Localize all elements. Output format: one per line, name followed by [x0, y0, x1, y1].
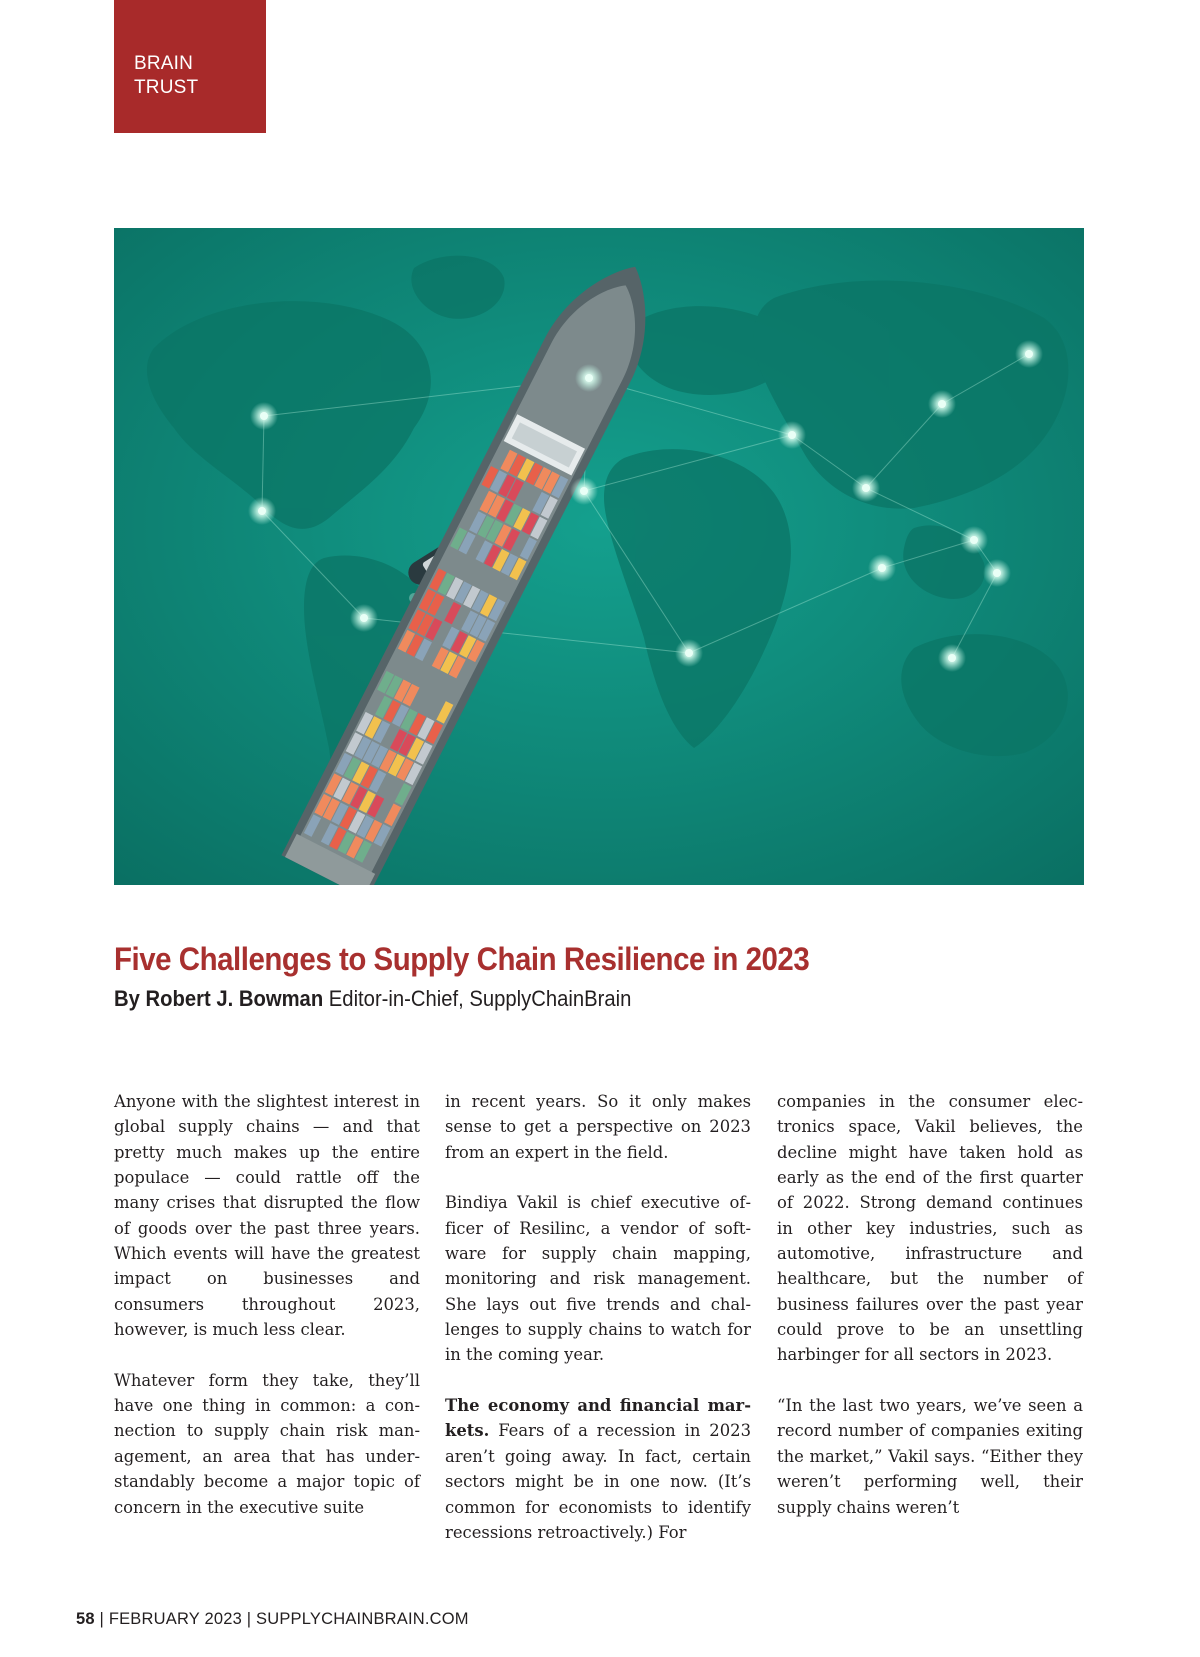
glow-point-core — [580, 487, 588, 495]
glow-point-core — [258, 507, 266, 515]
paragraph: companies in the consumer electronics space, Vakil believes, the decline might have taken hold as early as the end of the first quarter of 2022. Strong demand continues in other key industries, such as automotive, infrastructure and healthcare, but the number of business failures over the past year could prove to be an unsettling harbinger for all sectors in 2023. — [777, 1092, 1083, 1365]
article-column-2 — [445, 1089, 751, 1545]
paragraph: Anyone with the slightest interest in global supply chains — and that pretty much makes up the entire populace — could rattle off the many crises that disrupted the flow of goods over the past three years. Which events will have the greatest impact on businesses and consumers throughout 2023, however, is much less clear. — [114, 1092, 420, 1340]
glow-point-core — [788, 431, 796, 439]
section-tag-line2: TRUST — [134, 77, 199, 98]
glow-point-core — [862, 484, 870, 492]
byline-author: By Robert J. Bowman — [114, 986, 324, 1011]
article-title: Five Challenges to Supply Chain Resilience in 2023 — [114, 941, 810, 977]
paragraph: Whatever form they take, they’ll have one thing in common: a connection to supply chain risk management, an area that has understandably become a major topic of concern in the executive suite — [114, 1370, 420, 1517]
glow-point-core — [938, 400, 946, 408]
section-tag — [114, 0, 266, 133]
paragraph: “In the last two years, we’ve seen a record number of companies exiting the market,” Vakil says. “Either they weren’t performing well, their supply chains weren’t — [777, 1396, 1083, 1517]
hero-image — [114, 228, 1084, 885]
glow-point-core — [585, 374, 593, 382]
glow-point-core — [970, 536, 978, 544]
paragraph: Bindiya Vakil is chief executive officer of Resilinc, a vendor of software for supply chain mapping, monitoring and risk management. She lays out five trends and challenges to supply chains to watch for in the coming year. — [445, 1193, 751, 1365]
page-footer — [76, 1609, 469, 1629]
footer-text: | FEBRUARY 2023 | SUPPLYCHAINBRAIN.COM — [94, 1610, 469, 1628]
glow-point-core — [685, 649, 693, 657]
glow-point-core — [260, 412, 268, 420]
container-ship-world-map-illustration — [114, 228, 1084, 885]
glow-point-core — [360, 614, 368, 622]
section-tag-line1: BRAIN — [134, 53, 194, 74]
article-column-3 — [777, 1089, 1083, 1520]
article-byline — [114, 985, 631, 1013]
paragraph — [445, 1393, 751, 1545]
byline-role: Editor-in-Chief, SupplyChainBrain — [323, 986, 632, 1011]
article-column-1 — [114, 1089, 420, 1520]
glow-point-core — [993, 569, 1001, 577]
page-number: 58 — [76, 1610, 95, 1628]
glow-point-core — [948, 654, 956, 662]
glow-point-core — [878, 564, 886, 572]
paragraph: in recent years. So it only makes sense to get a perspective on 2023 from an expert in the field. — [445, 1092, 751, 1162]
section-lead: The economy and financial markets. — [445, 1396, 751, 1441]
glow-point-core — [1025, 350, 1033, 358]
paragraph-text: Fears of a recession in 2023 aren’t going away. In fact, certain sectors might be in one now. (It’s common for economists to identify recessions retroactively.) For — [445, 1421, 751, 1542]
